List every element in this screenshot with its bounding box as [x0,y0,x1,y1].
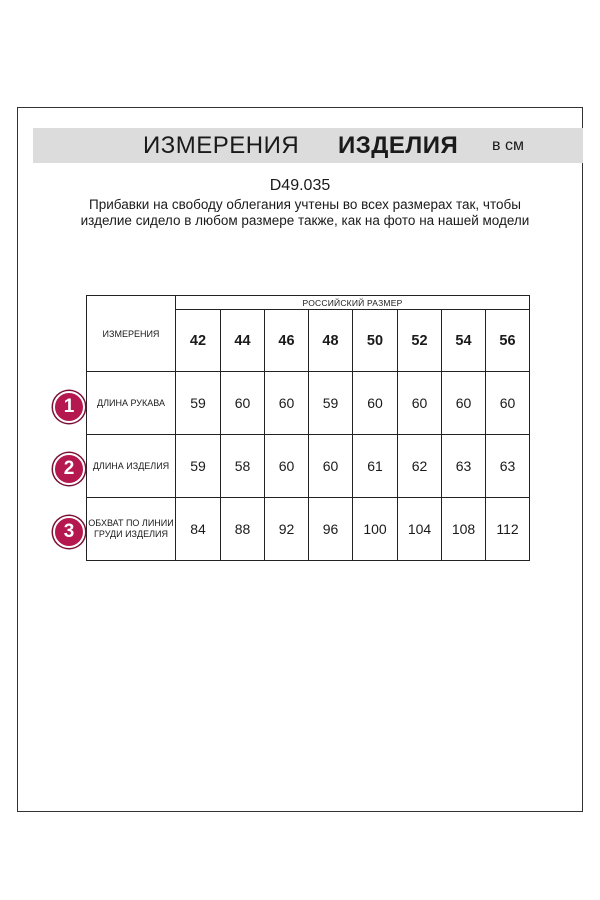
title-part2: ИЗДЕЛИЯ [338,132,459,159]
size-header: 48 [309,310,353,372]
table-cell: 88 [221,498,265,561]
table-cell: 60 [486,372,530,435]
row-label-sleeve-length: ДЛИНА РУКАВА [87,372,176,435]
table-cell: 60 [265,372,309,435]
size-header: 50 [353,310,398,372]
size-header: 52 [398,310,442,372]
row-label-chest-girth: ОБХВАТ ПО ЛИНИИ ГРУДИ ИЗДЕЛИЯ [87,498,176,561]
size-header: 56 [486,310,530,372]
table-cell: 58 [221,435,265,498]
table-cell: 112 [486,498,530,561]
badge-1: 1 [53,391,85,423]
table-cell: 60 [442,372,486,435]
table-cell: 61 [353,435,398,498]
table-cell: 63 [486,435,530,498]
table-cell: 62 [398,435,442,498]
badge-2: 2 [53,453,85,485]
size-header: 46 [265,310,309,372]
table-cell: 92 [265,498,309,561]
table-cell: 60 [221,372,265,435]
size-header: 44 [221,310,265,372]
table-cell: 104 [398,498,442,561]
fit-note: Прибавки на свободу облегания учтены во всех размерах так, чтобы изделие сидело в любом размере также, как на фото на нашей модели [80,197,530,228]
title-banner [33,128,583,163]
table-cell: 59 [176,435,221,498]
table-cell: 108 [442,498,486,561]
table-cell: 60 [398,372,442,435]
table-row [87,498,530,561]
size-group-header: РОССИЙСКИЙ РАЗМЕР [176,296,530,310]
table-cell: 59 [309,372,353,435]
table-cell: 100 [353,498,398,561]
title-units: в см [492,137,524,154]
product-code: D49.035 [269,177,331,194]
table-cell: 96 [309,498,353,561]
table-row [87,435,530,498]
table-cell: 60 [309,435,353,498]
table-cell: 63 [442,435,486,498]
table-row [87,372,530,435]
row-label-garment-length: ДЛИНА ИЗДЕЛИЯ [87,435,176,498]
size-header: 42 [176,310,221,372]
table-cell: 59 [176,372,221,435]
table-cell: 60 [353,372,398,435]
measurement-header: ИЗМЕРЕНИЯ [87,296,176,372]
size-header: 54 [442,310,486,372]
table-cell: 60 [265,435,309,498]
table-cell: 84 [176,498,221,561]
badge-3: 3 [53,516,85,548]
title-part1: ИЗМЕРЕНИЯ [143,132,300,159]
size-table [86,295,530,561]
